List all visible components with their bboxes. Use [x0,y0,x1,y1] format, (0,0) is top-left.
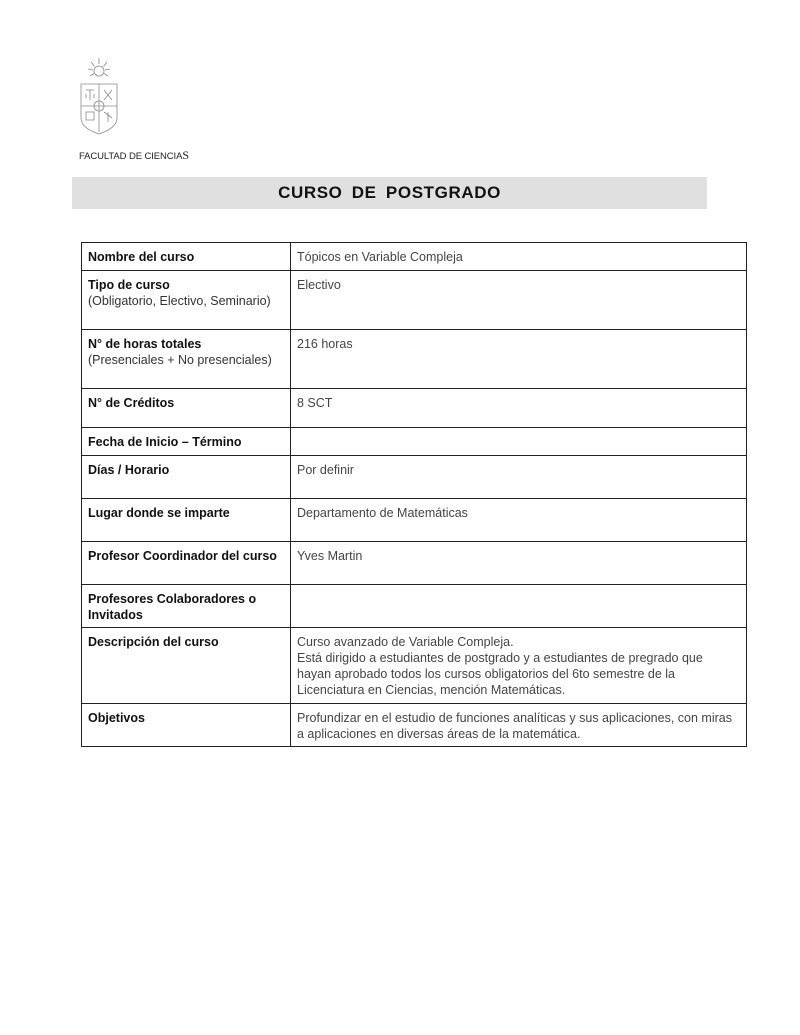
field-value-cell [291,389,747,428]
table-row [82,704,747,747]
field-label-cell [82,499,291,542]
field-label: Días / Horario [88,463,170,477]
table-row [82,243,747,271]
field-label: Descripción del curso [88,635,219,649]
field-label-cell [82,704,291,747]
field-label-cell [82,456,291,499]
field-label: Fecha de Inicio – Término [88,435,242,449]
field-value-cell [291,428,747,456]
field-label: Profesor Coordinador del curso [88,549,277,563]
field-label: Lugar donde se imparte [88,506,230,520]
page-title: CURSO DE POSTGRADO [278,183,501,202]
field-label-cell [82,389,291,428]
field-value: Yves Martin [297,549,363,563]
field-label-cell [82,330,291,389]
table-row [82,428,747,456]
field-value-cell [291,628,747,704]
field-value: 216 horas [297,337,353,351]
field-label-cell [82,628,291,704]
faculty-name-last-letter: S [182,148,189,162]
table-row [82,542,747,585]
faculty-name [79,148,189,163]
faculty-name-main: FACULTAD DE CIENCIA [79,151,183,162]
field-value: Está dirigido a estudiantes de postgrado y a estudiantes de pregrado que hayan aprobado todos los cursos obligatorios del 6to semestre de la Licenciatura en Ciencias, mención Matemáticas. [297,651,703,697]
field-value: Por definir [297,463,354,477]
table-row [82,456,747,499]
field-label-cell [82,271,291,330]
field-label-cell [82,428,291,456]
field-label: Profesores Colaboradores o Invitados [88,592,257,622]
course-info-table [81,242,747,747]
field-value-cell [291,542,747,585]
field-value: Profundizar en el estudio de funciones analíticas y sus aplicaciones, con miras a aplicaciones en diversas áreas de la matemática. [297,711,732,741]
university-crest-logo [78,56,120,136]
field-value-cell [291,585,747,628]
field-value-cell [291,456,747,499]
field-value-cell [291,499,747,542]
field-value: 8 SCT [297,396,333,410]
field-value: Departamento de Matemáticas [297,506,468,520]
field-label: N° de Créditos [88,396,175,410]
field-label-cell [82,243,291,271]
table-row [82,499,747,542]
field-label: Objetivos [88,711,145,725]
field-label-cell [82,542,291,585]
table-row [82,628,747,704]
field-hint: (Obligatorio, Electivo, Seminario) [88,294,271,308]
field-value: Tópicos en Variable Compleja [297,250,463,264]
table-row [82,585,747,628]
title-banner [72,177,707,209]
field-value: Electivo [297,278,341,292]
field-label-cell [82,585,291,628]
field-value-cell [291,271,747,330]
field-value: Curso avanzado de Variable Compleja. [297,635,514,649]
table-row [82,330,747,389]
field-value-cell [291,243,747,271]
field-hint: (Presenciales + No presenciales) [88,353,272,367]
table-row [82,389,747,428]
field-label: Nombre del curso [88,250,195,264]
field-value-cell [291,704,747,747]
table-row [82,271,747,330]
field-label: N° de horas totales [88,337,202,351]
field-label: Tipo de curso [88,278,170,292]
field-value-cell [291,330,747,389]
